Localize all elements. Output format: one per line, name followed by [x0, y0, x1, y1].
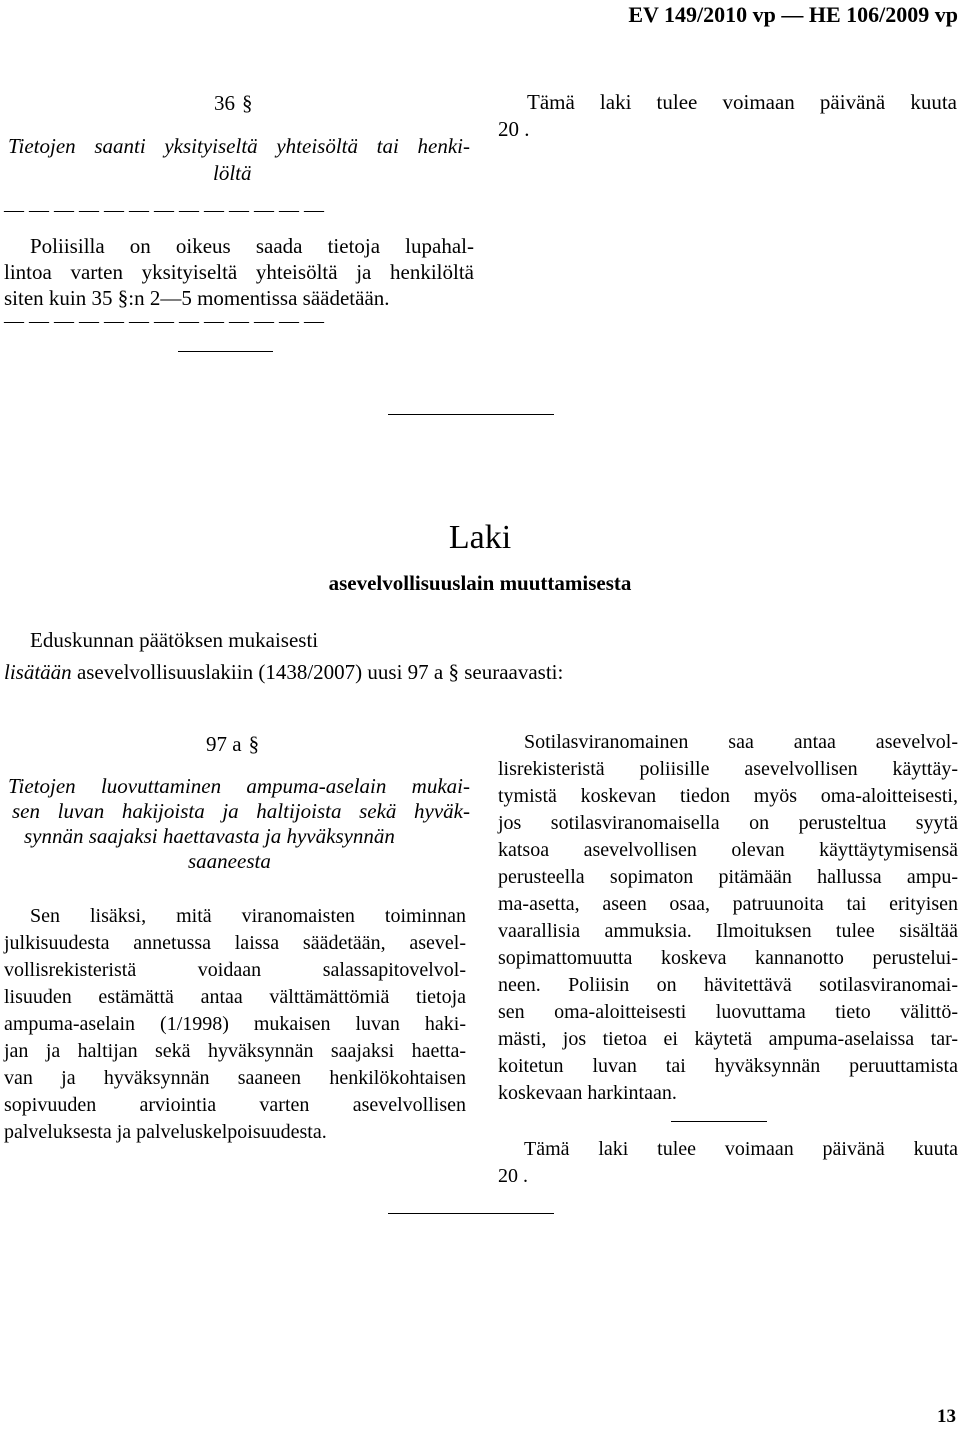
heading-line: synnän saajaksi haettavasta ja hyväksynnän: [24, 824, 395, 848]
law-end-rule: [388, 1213, 554, 1214]
paragraph-line: ma-asetta, aseen osaa, patruunoita tai erityisen: [498, 893, 958, 915]
section-sign: §: [248, 732, 260, 756]
paragraph-line: lisrekisteristä poliisille asevelvollisen käyttäy-: [498, 758, 958, 780]
section-97a-paragraph-2: [498, 729, 958, 1107]
paragraph-line: Poliisilla on oikeus saada tietoja lupahal-: [30, 234, 474, 258]
section-36-title-line2: löltä: [213, 161, 252, 185]
heading-line: sen luvan hakijoista ja haltijoista sekä hyväk-: [12, 799, 470, 823]
heading-line: Tietojen luovuttaminen ampuma-aselain mukai-: [8, 774, 470, 798]
omission-dashes-end: — — — — — — — — — — — — —: [4, 310, 324, 332]
enactment-clause: Eduskunnan päätöksen mukaisesti: [30, 628, 319, 652]
paragraph-line: perusteella sopimaton pitämään hallussa ampu-: [498, 866, 958, 888]
section-36-heading-number: [214, 90, 254, 116]
amendment-text: asevelvollisuuslakiin (1438/2007) uusi 97 a § seuraavasti:: [71, 660, 564, 684]
paragraph-line: neen. Poliisin on hävitettävä sotilasviranomai-: [498, 974, 958, 996]
paragraph-line: siten kuin 35 §:n 2—5 momentissa säädetään.: [4, 286, 390, 310]
law-title: Laki: [448, 519, 512, 556]
paragraph-line: sen oma-aloitteisesti luovuttama tieto välittö-: [498, 1001, 958, 1023]
paragraph-line: ampuma-aselain (1/1998) mukaisen luvan haki-: [4, 1013, 466, 1035]
paragraph-line: koitetun luvan tai hyväksynnän peruuttamista: [498, 1055, 958, 1077]
section-end-rule: [671, 1121, 767, 1122]
page-number: 13: [937, 1406, 956, 1427]
section-number: 97 a: [206, 732, 242, 756]
paragraph-line: sopivuuden arviointia varten asevelvollisen: [4, 1094, 466, 1116]
paragraph-line: lintoa varten yksityiseltä yhteisöltä ja henkilöltä: [4, 260, 474, 284]
section-97a-paragraph-1: [4, 903, 466, 1146]
section-36-title-line1: Tietojen saanti yksityiseltä yhteisöltä tai henki-: [8, 134, 470, 158]
paragraph-line: lisuuden estämättä antaa välttämättömiä tietoja: [4, 986, 466, 1008]
paragraph-line: jos sotilasviranomaisella on perusteltua syytä: [498, 812, 958, 834]
law-subtitle: asevelvollisuuslain muuttamisesta: [328, 571, 632, 595]
amendment-clause: [4, 660, 563, 685]
section-number: 36: [214, 91, 235, 115]
paragraph-line: van ja hyväksynnän saaneen henkilökohtaisen: [4, 1067, 466, 1089]
paragraph-line: sopimattomuutta koskeva kannanotto perustelui-: [498, 947, 958, 969]
law-separator-rule: [388, 414, 554, 415]
omission-dashes: — — — — — — — — — — — — —: [4, 199, 324, 221]
heading-line: saaneesta: [188, 849, 271, 873]
entry-into-force-top-line2: 20 .: [498, 117, 530, 141]
amendment-verb: lisätään: [4, 660, 72, 684]
paragraph-line: palveluksesta ja palveluskelpoisuudesta.: [4, 1121, 327, 1143]
paragraph-line: vaarallisia ammuksia. Ilmoituksen tulee sisältää: [498, 920, 958, 942]
entry-into-force-line2: 20 .: [498, 1165, 528, 1187]
section-36-paragraph: [4, 233, 474, 311]
paragraph-line: mästi, jos tietoa ei käytetä ampuma-aselaissa tar-: [498, 1028, 958, 1050]
paragraph-line: Sotilasviranomainen saa antaa asevelvol-: [524, 731, 958, 753]
paragraph-line: tymistä koskevan tiedon myös oma-aloitteisesti,: [498, 785, 958, 807]
paragraph-line: koskevaan harkintaan.: [498, 1082, 677, 1104]
section-97a-heading: [8, 774, 470, 874]
entry-into-force-line1: Tämä laki tulee voimaan päivänä kuuta: [524, 1138, 958, 1160]
running-header: EV 149/2010 vp — HE 106/2009 vp: [628, 2, 958, 27]
paragraph-line: jan ja haltijan sekä hyväksynnän saajaksi haetta-: [4, 1040, 466, 1062]
paragraph-line: julkisuudesta annetussa laissa säädetään, asevel-: [4, 932, 466, 954]
section-97a-number: [206, 731, 261, 757]
section-end-rule: [178, 351, 273, 352]
section-sign: §: [242, 91, 253, 115]
entry-into-force-top-line1: Tämä laki tulee voimaan päivänä kuuta: [527, 90, 957, 114]
paragraph-line: Sen lisäksi, mitä viranomaisten toiminnan: [30, 905, 466, 927]
paragraph-line: katsoa asevelvollisen olevan käyttäytymisensä: [498, 839, 958, 861]
paragraph-line: vollisrekisteristä voidaan salassapitovelvol-: [4, 959, 466, 981]
